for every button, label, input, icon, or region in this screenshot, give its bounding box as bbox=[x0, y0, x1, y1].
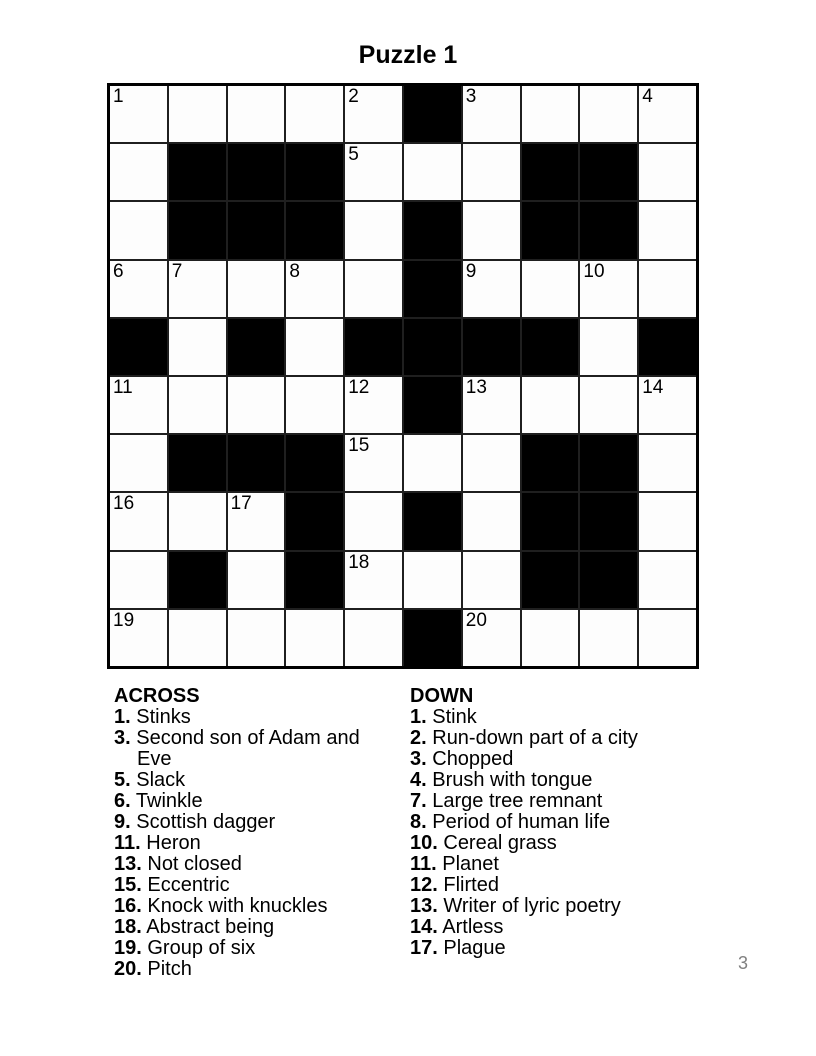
grid-cell-black bbox=[580, 144, 637, 200]
grid-cell[interactable] bbox=[522, 261, 579, 317]
down-clues-list bbox=[410, 707, 710, 959]
grid-cell[interactable] bbox=[463, 493, 520, 549]
grid-cell-black bbox=[110, 319, 167, 375]
grid-cell-black bbox=[522, 319, 579, 375]
cell-number: 10 bbox=[583, 260, 605, 282]
grid-cell[interactable] bbox=[345, 435, 402, 491]
cell-number: 13 bbox=[465, 377, 487, 398]
grid-cell[interactable] bbox=[110, 202, 167, 258]
cell-number: 4 bbox=[642, 86, 653, 107]
cell-number: 2 bbox=[348, 86, 359, 107]
clue-item: 13. Writer of lyric poetry bbox=[410, 895, 621, 917]
grid-cell[interactable] bbox=[463, 552, 520, 608]
clue-number: 9. bbox=[114, 811, 131, 833]
clue-item: 1. Stinks bbox=[114, 706, 191, 728]
grid-cell[interactable] bbox=[228, 86, 285, 142]
grid-cell[interactable] bbox=[580, 377, 637, 433]
clue-item: 16. Knock with knuckles bbox=[114, 895, 328, 917]
cell-number: 1 bbox=[113, 86, 124, 107]
grid-cell-black bbox=[580, 202, 637, 258]
grid-cell[interactable] bbox=[522, 377, 579, 433]
cell-number: 12 bbox=[348, 377, 370, 398]
grid-cell-black bbox=[228, 435, 285, 491]
grid-cell[interactable] bbox=[169, 610, 226, 666]
clue-number: 18. bbox=[114, 916, 142, 938]
clue-number: 15. bbox=[114, 874, 142, 896]
grid-cell-black bbox=[286, 435, 343, 491]
cell-number: 5 bbox=[348, 144, 359, 166]
grid-cell-black bbox=[522, 552, 579, 608]
grid-cell[interactable] bbox=[639, 144, 696, 200]
grid-cell[interactable] bbox=[639, 261, 696, 317]
crossword-grid bbox=[107, 83, 699, 669]
clue-item: 11. Heron bbox=[114, 832, 201, 854]
grid-cell[interactable] bbox=[228, 552, 285, 608]
grid-cell[interactable] bbox=[110, 493, 167, 549]
grid-cell[interactable] bbox=[345, 493, 402, 549]
grid-cell[interactable] bbox=[286, 610, 343, 666]
clue-number: 11. bbox=[114, 832, 141, 854]
clue-item: 13. Not closed bbox=[114, 853, 242, 875]
cell-number: 19 bbox=[113, 609, 135, 631]
grid-cell-black bbox=[580, 552, 637, 608]
grid-cell[interactable] bbox=[110, 86, 167, 142]
clue-item: 12. Flirted bbox=[410, 874, 499, 896]
clue-item: 20. Pitch bbox=[114, 958, 192, 980]
across-clues-list bbox=[114, 707, 399, 980]
down-header: DOWN bbox=[410, 685, 474, 707]
clue-number: 1. bbox=[114, 706, 131, 728]
grid-cell[interactable] bbox=[463, 144, 520, 200]
grid-cell[interactable] bbox=[580, 319, 637, 375]
clue-item: 10. Cereal grass bbox=[410, 832, 557, 854]
grid-cell[interactable] bbox=[110, 552, 167, 608]
clue-item: 19. Group of six bbox=[114, 937, 256, 959]
clue-item: 8. Period of human life bbox=[410, 811, 611, 833]
grid-cell[interactable] bbox=[463, 86, 520, 142]
grid-cell[interactable] bbox=[169, 493, 226, 549]
grid-cell-black bbox=[522, 202, 579, 258]
grid-cell-black bbox=[404, 610, 461, 666]
grid-cell[interactable] bbox=[463, 377, 520, 433]
clue-item: 3. Second son of Adam and Eve bbox=[114, 727, 360, 770]
cell-number: 20 bbox=[465, 609, 487, 631]
clue-number: 7. bbox=[410, 790, 427, 812]
clue-item: 4. Brush with tongue bbox=[410, 769, 593, 791]
across-clues-section bbox=[114, 686, 399, 980]
clue-number: 3. bbox=[410, 748, 427, 770]
puzzle-title: Puzzle 1 bbox=[358, 41, 458, 69]
clue-item: 18. Abstract being bbox=[114, 916, 275, 938]
clue-number: 8. bbox=[410, 811, 427, 833]
grid-cell[interactable] bbox=[169, 261, 226, 317]
clue-item: 7. Large tree remnant bbox=[410, 790, 603, 812]
grid-cell-black bbox=[169, 144, 226, 200]
grid-cell-black bbox=[404, 86, 461, 142]
clue-number: 11. bbox=[410, 853, 437, 875]
grid-cell[interactable] bbox=[639, 435, 696, 491]
grid-cell[interactable] bbox=[228, 610, 285, 666]
clue-item: 5. Slack bbox=[114, 769, 186, 791]
cell-number: 3 bbox=[465, 86, 477, 107]
grid-cell-black bbox=[404, 377, 461, 433]
grid-cell[interactable] bbox=[345, 86, 402, 142]
grid-cell[interactable] bbox=[463, 202, 520, 258]
grid-cell-black bbox=[522, 435, 579, 491]
clue-number: 3. bbox=[114, 727, 131, 749]
clue-number: 19. bbox=[114, 937, 142, 959]
grid-cell[interactable] bbox=[345, 144, 402, 200]
clue-number: 1. bbox=[410, 706, 427, 728]
clue-number: 5. bbox=[114, 769, 131, 791]
grid-cell[interactable] bbox=[522, 610, 579, 666]
grid-cell[interactable] bbox=[404, 144, 461, 200]
cell-number: 15 bbox=[348, 435, 370, 457]
clue-number: 6. bbox=[114, 790, 131, 812]
grid-cell[interactable] bbox=[463, 435, 520, 491]
clue-item: 9. Scottish dagger bbox=[114, 811, 276, 833]
grid-cell-black bbox=[404, 261, 461, 317]
clue-item: 14. Artless bbox=[410, 916, 504, 938]
clue-number: 13. bbox=[114, 853, 142, 875]
grid-cell[interactable] bbox=[639, 493, 696, 549]
grid-cell-black bbox=[286, 144, 343, 200]
grid-cell[interactable] bbox=[169, 86, 226, 142]
grid-cell-black bbox=[228, 144, 285, 200]
down-clues-section bbox=[410, 686, 710, 959]
grid-cell[interactable] bbox=[110, 435, 167, 491]
grid-cell[interactable] bbox=[110, 610, 167, 666]
grid-cell-black bbox=[639, 319, 696, 375]
grid-cell[interactable] bbox=[345, 552, 402, 608]
cell-number: 17 bbox=[230, 493, 252, 515]
clue-number: 10. bbox=[410, 832, 438, 854]
clue-item: 15. Eccentric bbox=[114, 874, 230, 896]
clue-item: 17. Plague bbox=[410, 937, 506, 959]
grid-cell-black bbox=[286, 493, 343, 549]
clue-number: 2. bbox=[410, 727, 427, 749]
grid-cell[interactable] bbox=[404, 435, 461, 491]
grid-cell-black bbox=[580, 435, 637, 491]
grid-cell[interactable] bbox=[580, 610, 637, 666]
grid-cell[interactable] bbox=[286, 319, 343, 375]
clue-item: 1. Stink bbox=[410, 706, 477, 728]
cell-number: 14 bbox=[642, 377, 664, 398]
grid-cell[interactable] bbox=[580, 261, 637, 317]
clue-number: 20. bbox=[114, 958, 142, 980]
grid-cell[interactable] bbox=[228, 493, 285, 549]
clue-number: 12. bbox=[410, 874, 438, 896]
grid-cell-black bbox=[169, 435, 226, 491]
grid-cell[interactable] bbox=[228, 377, 285, 433]
grid-cell[interactable] bbox=[286, 86, 343, 142]
cell-number: 16 bbox=[113, 493, 135, 515]
grid-cell[interactable] bbox=[345, 377, 402, 433]
grid-cell[interactable] bbox=[169, 319, 226, 375]
grid-cell[interactable] bbox=[639, 202, 696, 258]
clue-item: 2. Run-down part of a city bbox=[410, 727, 638, 749]
grid-cell-black bbox=[580, 493, 637, 549]
grid-cell-black bbox=[169, 552, 226, 608]
cell-number: 18 bbox=[348, 551, 370, 573]
grid-cell[interactable] bbox=[110, 377, 167, 433]
grid-cell[interactable] bbox=[345, 610, 402, 666]
clue-item: 6. Twinkle bbox=[114, 790, 203, 812]
grid-cell-black bbox=[404, 319, 461, 375]
grid-cell[interactable] bbox=[639, 377, 696, 433]
grid-cell[interactable] bbox=[404, 552, 461, 608]
grid-cell[interactable] bbox=[639, 552, 696, 608]
across-header: ACROSS bbox=[114, 685, 200, 707]
clue-number: 16. bbox=[114, 895, 142, 917]
grid-cell[interactable] bbox=[463, 261, 520, 317]
cell-number: 11 bbox=[113, 377, 133, 398]
page-number: 3 bbox=[738, 953, 749, 973]
grid-cell[interactable] bbox=[639, 610, 696, 666]
grid-cell-black bbox=[286, 202, 343, 258]
grid-cell-black bbox=[345, 319, 402, 375]
grid-cell[interactable] bbox=[580, 86, 637, 142]
grid-cell-black bbox=[228, 319, 285, 375]
cell-number: 7 bbox=[171, 260, 183, 282]
grid-cell[interactable] bbox=[345, 202, 402, 258]
grid-cell[interactable] bbox=[169, 377, 226, 433]
grid-cell-black bbox=[522, 493, 579, 549]
cell-number: 9 bbox=[465, 260, 477, 282]
grid-cell[interactable] bbox=[110, 144, 167, 200]
clue-item: 3. Chopped bbox=[410, 748, 514, 770]
grid-cell[interactable] bbox=[463, 610, 520, 666]
cell-number: 6 bbox=[113, 260, 124, 282]
cell-number: 8 bbox=[289, 260, 300, 282]
grid-cell-black bbox=[404, 493, 461, 549]
grid-cell[interactable] bbox=[522, 86, 579, 142]
grid-cell-black bbox=[463, 319, 520, 375]
clue-item: 11. Planet bbox=[410, 853, 499, 875]
clue-number: 17. bbox=[410, 937, 438, 959]
grid-cell[interactable] bbox=[345, 261, 402, 317]
clue-number: 4. bbox=[410, 769, 427, 791]
grid-cell[interactable] bbox=[228, 261, 285, 317]
grid-cell[interactable] bbox=[639, 86, 696, 142]
clue-number: 14. bbox=[410, 916, 438, 938]
grid-cell[interactable] bbox=[286, 261, 343, 317]
clue-number: 13. bbox=[410, 895, 438, 917]
grid-cell-black bbox=[404, 202, 461, 258]
grid-cell[interactable] bbox=[110, 261, 167, 317]
grid-cell-black bbox=[522, 144, 579, 200]
grid-cell-black bbox=[286, 552, 343, 608]
grid-cell-black bbox=[228, 202, 285, 258]
grid-cell-black bbox=[169, 202, 226, 258]
grid-cell[interactable] bbox=[286, 377, 343, 433]
